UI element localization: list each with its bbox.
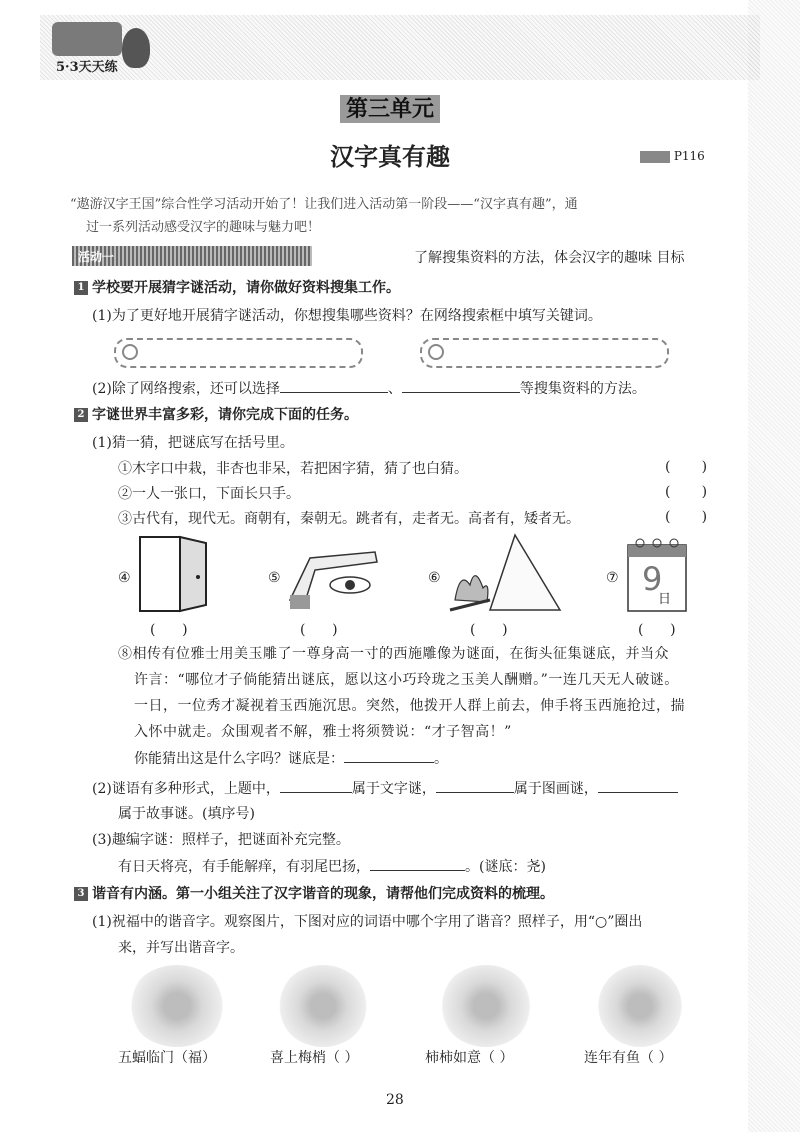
story-question (134, 748, 448, 769)
goal-text: 了解搜集资料的方法，体会汉字的趣味 目标 (414, 250, 685, 266)
goal-badge-label: 活动一 (78, 250, 115, 264)
calendar-char: 日 (658, 592, 672, 607)
calendar-icon (622, 535, 692, 615)
q1-sub2-b: 、 (387, 381, 402, 397)
story-line-2: 许言：“哪位才子倘能猜出谜底，愿以这小巧玲珑之玉美人酬赠。”一连几天无人破谜。 (134, 672, 679, 688)
blank-picture-riddles[interactable] (436, 778, 514, 793)
q2-sub3: (3)趣编字谜：照样子，把谜面补充完整。 (92, 832, 350, 848)
persimmon-picture (440, 965, 532, 1047)
svg-text:9: 9 (642, 560, 663, 598)
riddle-compose-blank[interactable] (370, 856, 465, 871)
story-question-end: 。 (434, 751, 448, 767)
idiom-3: 柿柿如意（ ） (425, 1050, 514, 1066)
scan-edge-texture (748, 0, 800, 1132)
search-box-1[interactable] (114, 338, 363, 368)
q2-sub2-a: (2)谜语有多种形式，上题中， (92, 781, 280, 797)
q2-sub2 (92, 778, 678, 799)
q3-sub1-b: 来，并写出谐音字。 (118, 940, 244, 956)
search-icon (122, 344, 138, 360)
page-reference-badge (640, 146, 705, 166)
door-icon (138, 535, 208, 613)
fire-mountain-icon (445, 530, 565, 615)
logo-badge-icon (52, 22, 122, 56)
q2-sub3-example-a: 有日天将亮，有手能解痒，有羽尾巴扬， (118, 859, 370, 875)
answer-paren-2[interactable]: ( ) (665, 484, 708, 500)
q1-sub2-a: (2)除了网络搜索，还可以选择 (92, 381, 280, 397)
blank-text-riddles[interactable] (280, 778, 352, 793)
pic-label-6: ⑥ (428, 570, 441, 586)
pic-answer-5[interactable]: ( ) (300, 622, 338, 638)
answer-blank-method-2[interactable] (402, 378, 520, 393)
idiom-1: 五蝠临门（福） (118, 1050, 216, 1066)
q2-sub2-d: 属于故事谜。(填序号) (118, 806, 255, 822)
q1-sub2 (92, 378, 646, 399)
unit-heading: 第三单元 (340, 95, 440, 123)
q3-sub1-a: (1)祝福中的谐音字。观察图片，下图对应的词语中哪个字用了谐音？照样子，用“○”圈出 (92, 914, 643, 930)
q2-sub2-b: 属于文字谜， (351, 781, 436, 797)
q2-sub3-example-b: 。(谜底：尧) (465, 859, 546, 875)
intro-line-1: “遨游汉字王国”综合性学习活动开始了！让我们进入活动第一阶段——“汉字真有趣”，通 (70, 197, 578, 212)
answer-blank-method-1[interactable] (280, 378, 388, 393)
question-1 (74, 278, 400, 298)
mascot-icon (122, 28, 150, 68)
hand-eye-icon (285, 540, 385, 610)
question-3-title: 谐音有内涵。第一小组关注了汉字谐音的现象，请帮他们完成资料的梳理。 (92, 886, 554, 902)
idiom-2: 喜上梅梢（ ） (270, 1050, 359, 1066)
q2-sub2-c: 属于图画谜， (513, 781, 598, 797)
question-3-number-icon: 3 (74, 887, 88, 901)
search-box-2[interactable] (420, 338, 669, 368)
answer-paren-3[interactable]: ( ) (665, 509, 708, 525)
pic-answer-6[interactable]: ( ) (470, 622, 508, 638)
story-line-3: 一日，一位秀才凝视着玉西施沉思。突然，他拨开人群上前去，伸手将玉西施抢过，揣 (134, 698, 685, 714)
question-3 (74, 884, 554, 904)
logo-text: 5·3天天练 (56, 60, 118, 75)
question-2 (74, 405, 358, 425)
bats-picture (128, 965, 226, 1047)
goal-badge (72, 246, 312, 266)
riddle-1: ①木字口中栽，非杏也非呆，若把困字猜，猜了也白猜。 (118, 461, 468, 477)
question-1-title: 学校要开展猜字谜活动，请你做好资料搜集工作。 (92, 280, 400, 296)
idiom-4: 连年有鱼（ ） (584, 1050, 673, 1066)
intro-line-2: 过一系列活动感受汉字的趣味与魅力吧！ (86, 220, 321, 235)
magpie-plum-picture (278, 965, 368, 1047)
pic-label-4: ④ (118, 570, 131, 586)
story-line-4: 入怀中就走。众围观者不解，雅士将须赞说：“才子智高！” (134, 724, 512, 740)
search-icon (428, 344, 444, 360)
story-line-1: ⑧相传有位雅士用美玉雕了一尊身高一寸的西施雕像为谜面，在街头征集谜底，并当众 (118, 646, 669, 662)
pic-answer-7[interactable]: ( ) (638, 622, 676, 638)
pic-answer-4[interactable]: ( ) (150, 622, 188, 638)
pic-label-7: ⑦ (606, 570, 619, 586)
page-title: 汉字真有趣 (330, 142, 450, 171)
blank-story-riddles[interactable] (598, 778, 678, 793)
page-number: 28 (386, 1092, 404, 1108)
question-2-title: 字谜世界丰富多彩，请你完成下面的任务。 (92, 407, 358, 423)
brand-logo (52, 22, 142, 82)
story-question-text: 你能猜出这是什么字吗？谜底是： (134, 751, 344, 767)
question-1-number-icon: 1 (74, 281, 88, 295)
answer-paren-1[interactable]: ( ) (665, 459, 708, 475)
fish-lotus-picture (598, 965, 682, 1047)
question-2-number-icon: 2 (74, 408, 88, 422)
pic-label-5: ⑤ (268, 570, 281, 586)
story-answer-blank[interactable] (344, 748, 434, 763)
q1-sub1: (1)为了更好地开展猜字谜活动，你想搜集哪些资料？在网络搜索框中填写关键词。 (92, 308, 602, 324)
q1-sub2-c: 等搜集资料的方法。 (519, 381, 646, 397)
answer-key-icon (640, 151, 670, 163)
page-ref-text: P116 (673, 149, 705, 163)
riddle-3: ③古代有，现代无。商朝有，秦朝无。跳者有，走者无。高者有，矮者无。 (118, 511, 580, 527)
q2-sub3-example (118, 856, 546, 877)
riddle-2: ②一人一张口，下面长只手。 (118, 486, 300, 502)
q2-sub1: (1)猜一猜，把谜底写在括号里。 (92, 435, 294, 451)
